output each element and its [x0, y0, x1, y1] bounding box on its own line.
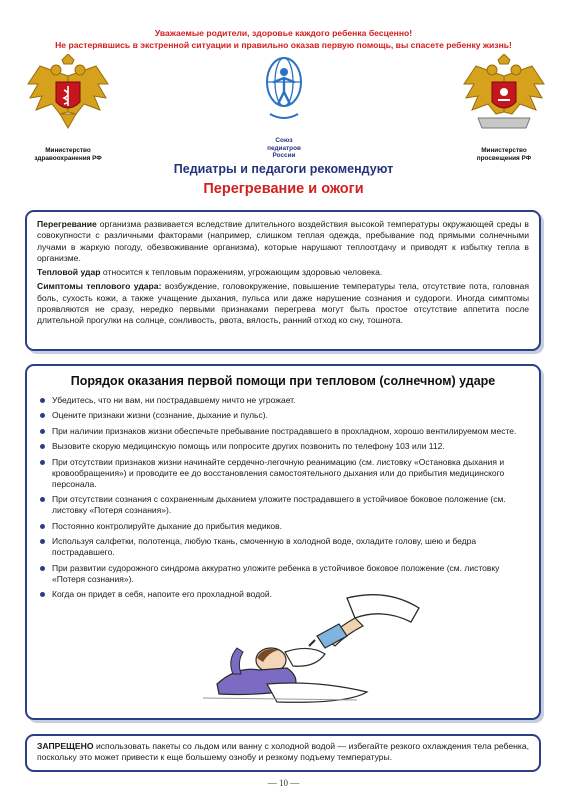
page-number: — 10 —: [267, 778, 300, 788]
bullet-icon: [40, 592, 45, 597]
list-item: При отсутствии сознания с сохраненным дыханием уложите пострадавшего в устойчивое боковое положение (см. листовку «Потеря сознания»).: [39, 494, 527, 516]
intro-paragraph-2: [37, 267, 529, 278]
intro-box: [25, 210, 541, 351]
term-symptoms: Симптомы теплового удара:: [37, 281, 162, 292]
list-item: Оцените признаки жизни (сознание, дыхание и пульс).: [39, 410, 527, 421]
list-item: Постоянно контролируйте дыхание до прибытия медиков.: [39, 521, 527, 532]
bullet-icon: [40, 497, 45, 502]
intro-paragraph-3: [37, 281, 529, 326]
list-item: Вызовите скорую медицинскую помощь или попросите других позвонить по телефону 103 или 112.: [39, 441, 527, 452]
bullet-icon: [40, 460, 45, 465]
right-caption-1: Министерство: [481, 147, 527, 154]
ministry-education-logo: [456, 54, 552, 162]
intro-text-3: возбуждение, головокружение, повышение температуры тела, отсутствие пота, головная боль, сухость кожи, а также учащение дыхания, пульса или даже нарушение сознания и судороги. Иногда симптомы проявляются не сразу, нередко первыми признаками перегрева могут быть простое отсутствие аппетита после длительной прогулки на солнце, сонливость, рвота, вялость, ранний отход ко сну, тошнота.: [37, 281, 529, 326]
ministry-health-logo: [20, 54, 116, 162]
left-caption-2: здравоохранения РФ: [34, 154, 102, 162]
bullet-icon: [40, 524, 45, 529]
intro-paragraph-1: [37, 219, 529, 264]
first-aid-title: Порядок оказания первой помощи при тепловом (солнечном) ударе: [70, 374, 496, 388]
double-headed-eagle-icon: [456, 54, 552, 138]
bullet-icon: [40, 539, 45, 544]
first-aid-illustration: [197, 588, 427, 710]
list-item: При наличии признаков жизни обеспечьте пребывание пострадавшего в прохладном, хорошо вентилируемом месте.: [39, 426, 527, 437]
list-item: При отсутствии признаков жизни начинайте сердечно-легочную реанимацию (см. листовку «Остановка дыхания и кровообращения») и проводите ее до восстановления самостоятельного дыхания или до прибытия медицинского персонала.: [39, 457, 527, 490]
pediatricians-union-logo: [244, 52, 324, 160]
bullet-icon: [40, 429, 45, 434]
intro-text-2: относится к тепловым поражениям, угрожающим здоровью человека.: [100, 267, 383, 278]
bullet-icon: [40, 398, 45, 403]
bullet-icon: [40, 566, 45, 571]
warning-body: использовать пакеты со льдом или ванну с холодной водой — избегайте резкого охлаждения тела ребенка, поскольку это может привести к еще большему ознобу и резкому подъему температуры.: [37, 741, 529, 763]
list-item: Убедитесь, что ни вам, ни пострадавшему ничто не угрожает.: [39, 395, 527, 406]
first-aid-steps: [39, 395, 527, 600]
list-item: При развитии судорожного синдрома аккуратно уложите ребенка в устойчивое боковое положение (см. листовку «Потеря сознания»).: [39, 563, 527, 585]
header-line-1: Уважаемые родители, здоровье каждого ребенка бесценно!: [154, 28, 413, 38]
list-item: Используя салфетки, полотенца, любую ткань, смоченную в холодной воде, охладите голову, шею и бедра пострадавшего.: [39, 536, 527, 558]
warning-text: [37, 741, 529, 764]
warning-term: ЗАПРЕЩЕНО: [37, 741, 94, 751]
center-caption-2: педиатров: [267, 144, 301, 152]
first-aid-box: [25, 364, 541, 720]
bullet-icon: [40, 444, 45, 449]
term-heat-stroke: Тепловой удар: [37, 267, 101, 278]
child-globe-icon: [244, 52, 324, 132]
double-headed-eagle-icon: [20, 54, 116, 138]
term-overheating: Перегревание: [37, 219, 97, 229]
warning-box: [25, 734, 541, 772]
page-subtitle: Педиатры и педагоги рекомендуют: [173, 162, 394, 176]
bullet-icon: [40, 413, 45, 418]
center-caption-1: Союз: [275, 137, 293, 144]
header-line-2: Не растерявшись в экстренной ситуации и правильно оказав первую помощь, вы спасете ребенку жизнь!: [55, 40, 512, 50]
page-title: Перегревание и ожоги: [203, 181, 364, 197]
right-caption-2: просвещения РФ: [476, 154, 532, 162]
intro-text-1: организма развивается вследствие длительного воздействия высокой температуры окружающей среды в совокупности с различными факторами (например, слишком теплая одежда, пребывание под прямыми солнечными лучами в жаркую погоду, обезвоживание организма), которые нарушают теплоотдачу и приводят к избытку тепла в организме.: [37, 219, 529, 263]
left-caption-1: Министерство: [45, 147, 91, 154]
list-item: Когда он придет в себя, напоите его прохладной водой.: [39, 589, 527, 600]
center-caption-3: России: [272, 152, 296, 159]
